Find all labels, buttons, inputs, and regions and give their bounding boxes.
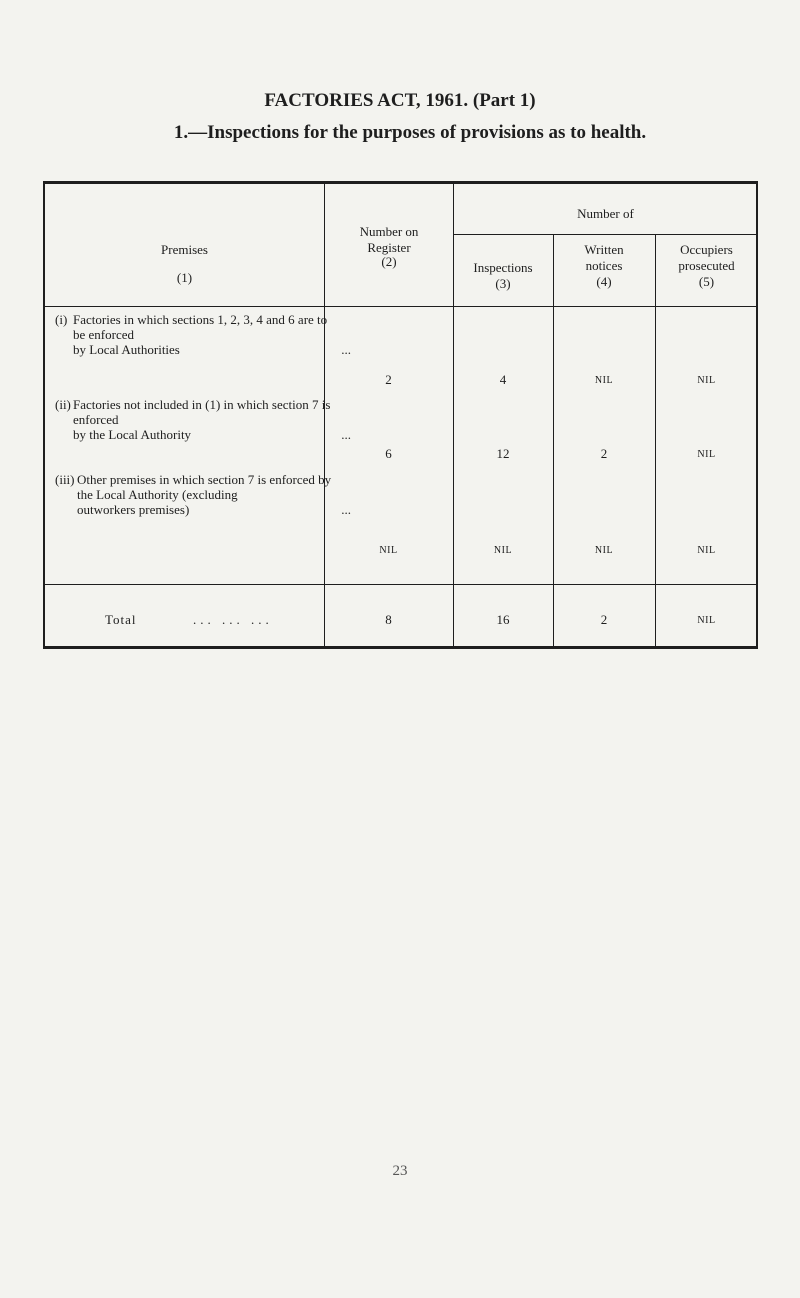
group-header-divider [453, 234, 756, 235]
header-notices-label: Written notices [584, 242, 624, 273]
page-number: 23 [392, 1163, 408, 1179]
header-prosecuted [655, 242, 758, 290]
row-3-prosecuted: NIL [697, 545, 716, 556]
header-inspections [453, 260, 553, 292]
row-1-dots: ... [341, 342, 351, 357]
row-3-notices: NIL [594, 545, 614, 556]
row-2-text-last [73, 427, 351, 442]
row-1-text-a: Factories in which sections 1, 2, 3, 4 and 6 are to be enforced [73, 312, 328, 342]
row-1-prosecuted: NIL [697, 375, 716, 386]
header-register-label: Number on Register [359, 224, 419, 255]
row-1-text-last [73, 342, 351, 357]
section-subtitle: 1.—Inspections for the purposes of provisions as to health. [173, 122, 647, 143]
total-register: 8 [385, 612, 392, 627]
row-3-text [77, 472, 351, 517]
row-1-text [73, 312, 351, 357]
table-row-premises-1 [55, 312, 351, 357]
row-2-text-a: Factories not included in (1) in which section 7 is enforced [73, 397, 331, 427]
row-2-label: (ii) [55, 397, 71, 412]
header-premises-number: (1) [176, 270, 193, 285]
row-3-label: (iii) [55, 472, 75, 487]
row-2-text-b: by the Local Authority [73, 427, 192, 442]
total-divider [45, 584, 756, 585]
header-register [335, 224, 443, 270]
col-divider-2 [453, 184, 454, 646]
row-1-label: (i) [55, 312, 68, 327]
total-inspections: 16 [496, 612, 510, 627]
header-group-number-of: Number of [577, 206, 634, 221]
header-premises-label: Premises [161, 242, 208, 257]
header-inspections-number: (3) [495, 276, 511, 291]
header-register-number: (2) [381, 254, 397, 269]
total-notices: 2 [600, 612, 608, 627]
row-3-text-a: Other premises in which section 7 is enforced by the Local Authority (excluding [77, 472, 332, 502]
row-3-text-b: outworkers premises) [77, 502, 190, 517]
header-inspections-label: Inspections [473, 260, 533, 275]
total-label: Total [105, 612, 137, 627]
row-1-register: 2 [385, 372, 392, 387]
row-2-text [73, 397, 351, 442]
header-divider [45, 306, 756, 307]
total-dots: ... ... ... [193, 612, 273, 627]
row-3-inspections: NIL [493, 545, 513, 556]
row-3-register: NIL [379, 545, 398, 556]
header-prosecuted-label: Occupiers prosecuted [678, 242, 735, 273]
total-prosecuted: NIL [697, 615, 716, 626]
header-notices [553, 242, 655, 290]
row-2-prosecuted: NIL [697, 449, 716, 460]
table-row-premises-2 [55, 397, 351, 442]
row-1-text-b: by Local Authorities [73, 342, 180, 357]
row-2-notices: 2 [600, 446, 608, 461]
row-3-dots: ... [341, 502, 351, 517]
header-prosecuted-number: (5) [698, 274, 715, 289]
row-1-inspections: 4 [499, 372, 507, 387]
row-1-notices: NIL [594, 375, 614, 386]
table-row-premises-3 [55, 472, 351, 517]
header-notices-number: (4) [596, 274, 612, 289]
row-2-dots: ... [341, 427, 351, 442]
row-2-inspections: 12 [496, 446, 510, 461]
row-2-register: 6 [385, 446, 392, 461]
header-premises [45, 242, 324, 286]
inspections-table [43, 181, 758, 649]
page-title: FACTORIES ACT, 1961. (Part 1) [264, 90, 536, 111]
row-3-text-last [77, 502, 351, 517]
